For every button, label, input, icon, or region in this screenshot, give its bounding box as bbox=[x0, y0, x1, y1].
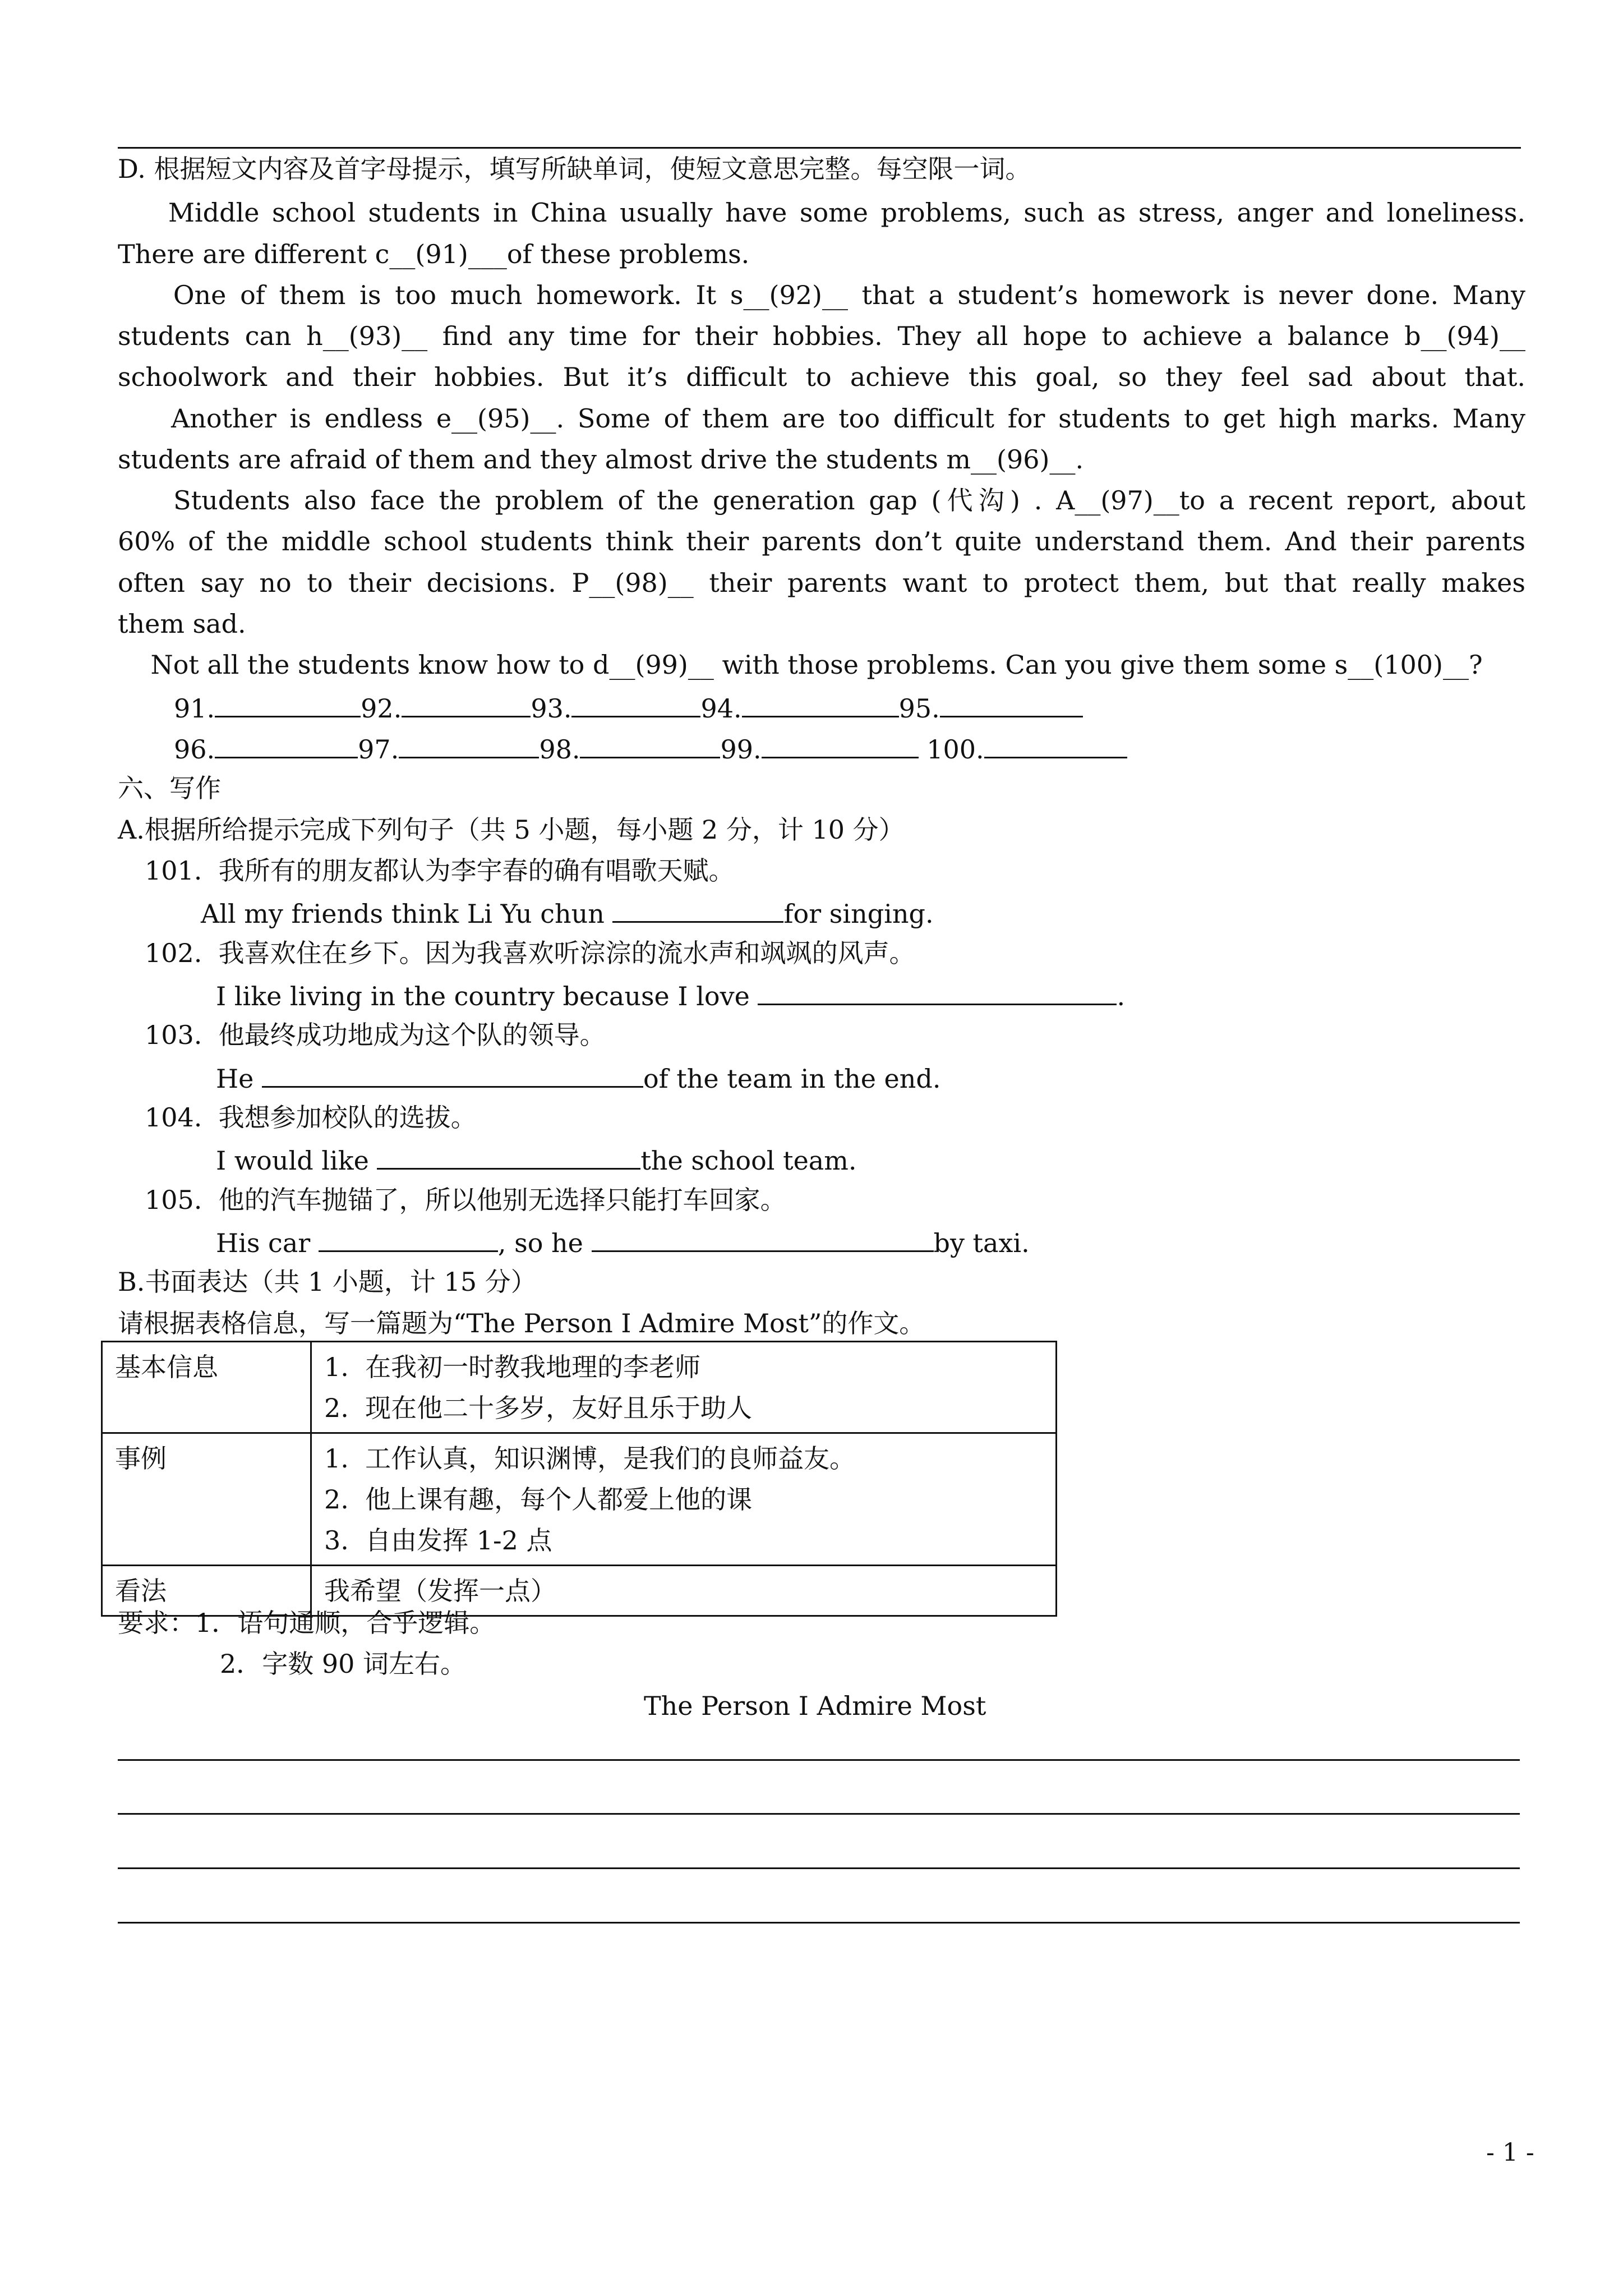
table-row bbox=[102, 1433, 1057, 1566]
answer-blank-100[interactable] bbox=[984, 734, 1127, 758]
item-104-en-after: the school team. bbox=[640, 1145, 857, 1176]
item-105-num: 105. bbox=[145, 1185, 202, 1215]
table-key-basic-info: 基本信息 bbox=[102, 1342, 311, 1433]
answer-label-98: 98. bbox=[539, 734, 580, 765]
section-d-instruction: D. 根据短文内容及首字母提示，填写所缺单词，使短文意思完整。每空限一词。 bbox=[118, 154, 1031, 184]
item-105-en bbox=[216, 1228, 1030, 1256]
item-101-en-before: All my friends think Li Yu chun bbox=[201, 899, 613, 929]
table-row bbox=[102, 1342, 1057, 1433]
item-102-chinese: 我喜欢住在乡下。因为我喜欢听淙淙的流水声和飒飒的风声。 bbox=[218, 938, 915, 968]
writing-line[interactable] bbox=[118, 1759, 1520, 1761]
answer-blank-93[interactable] bbox=[571, 693, 700, 717]
item-105-blank-1[interactable] bbox=[319, 1228, 498, 1252]
passage-line-7: students are afraid of them and they almost drive the students m__(96)__. bbox=[118, 444, 1084, 475]
passage-line-12: Not all the students know how to d__(99)__ with those problems. Can you give them some s__(100)__? bbox=[118, 650, 1483, 680]
item-102-en-before: I like living in the country because I love bbox=[216, 981, 758, 1011]
answer-label-96: 96. bbox=[174, 734, 215, 765]
requirement-1: 要求：1．语句通顺，合乎逻辑。 bbox=[118, 1608, 496, 1638]
item-104-blank[interactable] bbox=[377, 1145, 640, 1170]
item-102-en bbox=[216, 981, 1125, 1009]
table-item: 1. 工作认真，知识渊博，是我们的良师益友。 bbox=[324, 1443, 856, 1474]
item-104-cn bbox=[145, 1102, 477, 1133]
section-six-heading: 六、写作 bbox=[118, 773, 221, 803]
item-102-num: 102. bbox=[145, 938, 202, 968]
table-item: 1. 在我初一时教我地理的李老师 bbox=[324, 1352, 701, 1382]
passage-line-1: Middle school students in China usually have some problems, such as stress, anger and loneliness. bbox=[118, 197, 1525, 228]
item-103-en bbox=[216, 1064, 940, 1092]
item-104-num: 104. bbox=[145, 1102, 202, 1133]
item-104-en bbox=[216, 1145, 856, 1174]
item-103-cn bbox=[145, 1022, 606, 1048]
top-rule bbox=[118, 147, 1521, 149]
part-a-heading: A.根据所给提示完成下列句子（共 5 小题，每小题 2 分，计 10 分） bbox=[118, 815, 905, 845]
item-102-en-after: . bbox=[1117, 981, 1126, 1011]
item-101-blank[interactable] bbox=[612, 899, 783, 923]
item-103-blank[interactable] bbox=[262, 1064, 643, 1088]
answer-label-99: 99. bbox=[720, 734, 762, 765]
answer-blank-97[interactable] bbox=[399, 734, 539, 758]
item-103-en-after: of the team in the end. bbox=[643, 1064, 941, 1094]
passage-line-4: students can h__(93)__ find any time for their hobbies. They all hope to achieve a balance b__(94)__ bbox=[118, 321, 1525, 351]
answer-blank-98[interactable] bbox=[580, 734, 720, 758]
passage-line-9: 60% of the middle school students think their parents don’t quite understand them. And their parents bbox=[118, 526, 1525, 556]
answer-blank-99[interactable] bbox=[762, 734, 919, 758]
item-105-en-after: by taxi. bbox=[933, 1228, 1030, 1258]
item-103-en-before: He bbox=[216, 1064, 262, 1094]
item-105-en-mid: , so he bbox=[497, 1228, 592, 1258]
item-102-cn bbox=[145, 940, 915, 966]
item-105-cn bbox=[145, 1187, 786, 1213]
table-key-opinion: 看法 bbox=[102, 1566, 311, 1616]
part-b-prompt: 请根据表格信息，写一篇题为“The Person I Admire Most”的作文。 bbox=[118, 1308, 925, 1338]
passage-line-2: There are different c__(91)___of these problems. bbox=[118, 239, 750, 269]
table-item: 2. 他上课有趣，每个人都爱上他的课 bbox=[324, 1484, 753, 1515]
item-103-num: 103. bbox=[145, 1020, 202, 1050]
answer-label-91: 91. bbox=[174, 693, 215, 724]
table-item: 2. 现在他二十多岁，友好且乐于助人 bbox=[324, 1393, 753, 1423]
item-101-cn bbox=[145, 855, 735, 886]
passage-line-11: them sad. bbox=[118, 609, 246, 639]
answer-row-2 bbox=[174, 734, 1127, 765]
table-item: 我希望（发挥一点） bbox=[324, 1576, 556, 1606]
item-103-chinese: 他最终成功地成为这个队的领导。 bbox=[218, 1020, 606, 1050]
part-b-heading: B.书面表达（共 1 小题，计 15 分） bbox=[118, 1267, 537, 1297]
writing-line[interactable] bbox=[118, 1922, 1520, 1924]
requirement-2: 2．字数 90 词左右。 bbox=[220, 1649, 467, 1679]
answer-label-94: 94. bbox=[700, 693, 742, 724]
item-102-blank[interactable] bbox=[758, 981, 1117, 1005]
answer-blank-96[interactable] bbox=[215, 734, 358, 758]
table-item: 3. 自由发挥 1-2 点 bbox=[324, 1525, 552, 1556]
essay-title: The Person I Admire Most bbox=[644, 1691, 986, 1721]
answer-label-100: 100. bbox=[926, 734, 984, 765]
answer-label-95: 95. bbox=[898, 693, 940, 724]
item-101-chinese: 我所有的朋友都认为李宇春的确有唱歌天赋。 bbox=[218, 855, 735, 886]
item-104-en-before: I would like bbox=[216, 1145, 377, 1176]
answer-label-93: 93. bbox=[531, 693, 572, 724]
answer-label-92: 92. bbox=[361, 693, 402, 724]
answer-row-1 bbox=[174, 693, 1083, 724]
table-value-examples bbox=[311, 1433, 1057, 1566]
page-number: - 1 - bbox=[1486, 2138, 1534, 2167]
passage-line-8: Students also face the problem of the generation gap (代沟) . A__(97)__to a recent report, about bbox=[118, 485, 1525, 516]
writing-line[interactable] bbox=[118, 1813, 1520, 1815]
item-101-en bbox=[201, 899, 934, 927]
passage-line-6: Another is endless e__(95)__. Some of them are too difficult for students to get high marks. Many bbox=[118, 403, 1525, 434]
answer-blank-95[interactable] bbox=[940, 693, 1083, 717]
info-table bbox=[101, 1341, 1057, 1617]
item-105-blank-2[interactable] bbox=[592, 1228, 934, 1252]
table-key-examples: 事例 bbox=[102, 1433, 311, 1566]
passage-line-5: schoolwork and their hobbies. But it’s difficult to achieve this goal, so they feel sad about that. bbox=[118, 362, 1525, 392]
item-105-chinese: 他的汽车抛锚了，所以他别无选择只能打车回家。 bbox=[218, 1185, 786, 1215]
passage-line-3: One of them is too much homework. It s__(92)__ that a student’s homework is never done. Many bbox=[118, 280, 1525, 310]
item-101-en-after: for singing. bbox=[783, 899, 934, 929]
answer-blank-92[interactable] bbox=[402, 693, 531, 717]
answer-label-97: 97. bbox=[358, 734, 399, 765]
writing-line[interactable] bbox=[118, 1867, 1520, 1869]
table-value-basic-info bbox=[311, 1342, 1057, 1433]
answer-blank-91[interactable] bbox=[215, 693, 361, 717]
passage-line-10: often say no to their decisions. P__(98)__ their parents want to protect them, but that really makes bbox=[118, 568, 1525, 598]
item-104-chinese: 我想参加校队的选拔。 bbox=[218, 1102, 477, 1133]
answer-blank-94[interactable] bbox=[742, 693, 899, 717]
item-105-en-before: His car bbox=[216, 1228, 319, 1258]
item-101-num: 101. bbox=[145, 855, 202, 886]
